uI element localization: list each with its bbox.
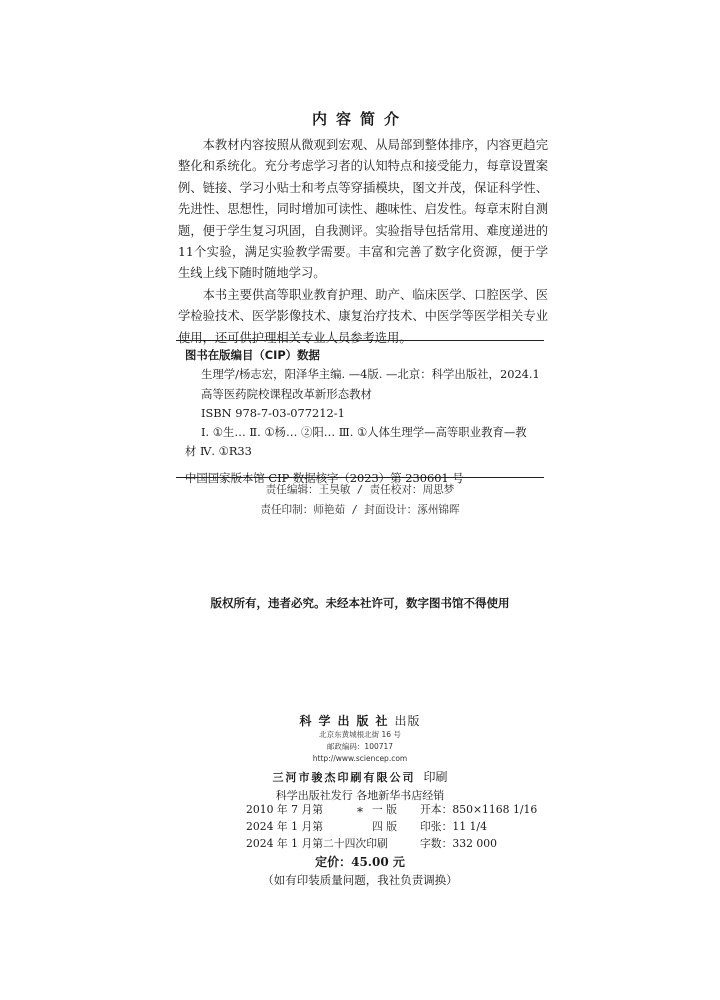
responsible-editors: [0, 480, 720, 520]
separator-star: *: [357, 805, 363, 819]
edition-spec: 开本：850×1168 1/16: [420, 803, 538, 816]
cip-title-line: 生理学/杨志宏，阳泽华主编. —4版. —北京：科学出版社，2024.1: [201, 367, 540, 382]
price: 定价：45.00 元: [315, 855, 405, 869]
edition-date: 2010 年 7 月第: [246, 803, 324, 816]
cip-series-line: 高等医药院校课程改革新形态教材: [201, 386, 372, 401]
intro-text: [178, 135, 548, 349]
intro-title: 内容简介: [311, 110, 408, 128]
edition-spec: 印张：11 1/4: [420, 820, 487, 833]
printer-line: [0, 768, 720, 785]
cip-top-rule: [176, 340, 544, 341]
cip-isbn: ISBN 978-7-03-077212-1: [201, 405, 345, 420]
cip-bottom-rule: [176, 477, 544, 478]
distribution-line: 科学出版社发行 各地新华书店经销: [275, 789, 445, 802]
printer-suffix: 印刷: [423, 770, 448, 784]
cip-block: [185, 346, 545, 488]
edition-spec: 字数：332 000: [420, 837, 498, 850]
edition-number: 一 版: [372, 803, 398, 816]
edition-date: 2024 年 1 月第: [246, 820, 324, 833]
publisher-suffix: 出版: [394, 714, 421, 728]
editors-line: 责任编辑：王昊敏 / 责任校对：周思梦: [265, 484, 455, 496]
publisher-url: http://www.sciencep.com: [312, 754, 408, 763]
edition-row: [246, 818, 537, 835]
intro-paragraph: 本书主要供高等职业教育护理、助产、临床医学、口腔医学、医学检验技术、医学影像技术、康复治疗技术、中医学等医学相关专业使用，还可供护理相关专业人员参考选用。: [178, 287, 548, 345]
copyright-notice: 版权所有，违者必究。未经本社许可，数字图书馆不得使用: [210, 596, 510, 610]
publisher-postcode: 邮政编码：100717: [326, 742, 394, 751]
publisher-address: 北京东黄城根北街 16 号: [319, 730, 401, 739]
cip-classification: Ⅰ. ①生… Ⅱ. ①杨… ②阳… Ⅲ. ①人体生理学—高等职业教育—教: [201, 425, 527, 440]
quality-notice: （如有印装质量问题，我社负责调换）: [262, 873, 458, 887]
cip-heading: 图书在版编目（CIP）数据: [185, 348, 320, 362]
edition-info: [246, 801, 537, 852]
cip-classification-cont: 材 Ⅳ. ①R33: [185, 444, 252, 459]
edition-date: 2024 年 1 月第二十四次印刷: [246, 837, 388, 850]
edition-row: [246, 835, 537, 852]
edition-row: [246, 801, 537, 818]
intro-paragraph: 本教材内容按照从微观到宏观、从局部到整体排序，内容更趋完整化和系统化。充分考虑学习者的认知特点和接受能力，每章设置案例、链接、学习小贴士和考点等穿插模块，图文并茂，保证科学性、先进性、思想性，同时增加可读性、趣味性、启发性。每章末附自测题，便于学生复习巩固，自我测评。实验指导包括常用、难度递进的11个实验，满足实验教学需要。丰富和完善了数字化资源，便于学生线上线下随时随地学习。: [178, 138, 548, 281]
publisher-name: 科学出版社: [299, 714, 395, 728]
printer-name: 三河市骏杰印刷有限公司: [272, 771, 416, 784]
editors-line: 责任印制：师艳茹 / 封面设计：涿州锦晖: [260, 504, 460, 516]
edition-number: 四 版: [372, 820, 398, 833]
publisher-name-line: [0, 712, 720, 729]
cip-record-number: 中国国家版本馆 CIP 数据核字（2023）第 230601 号: [185, 470, 464, 485]
